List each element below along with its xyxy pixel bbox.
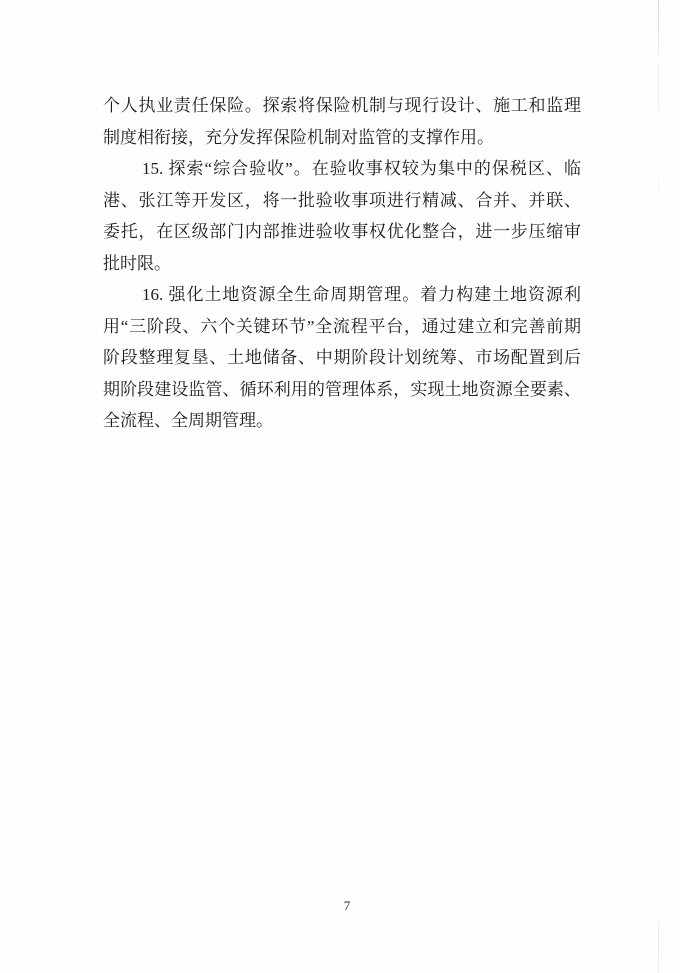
text-line: 用“三阶段、六个关键环节”全流程平台，通过建立和完善前期	[103, 316, 581, 336]
text-line: 阶段整理复垦、土地储备、中期阶段计划统筹、市场配置到后	[103, 348, 581, 367]
text-line: 16. 强化土地资源全生命周期管理。着力构建土地资源利	[142, 285, 581, 304]
scan-edge-artifact	[658, 0, 659, 973]
text-line: 全流程、全周期管理。	[103, 411, 273, 430]
text-line: 期阶段建设监管、循环利用的管理体系，实现土地资源全要素、	[103, 379, 581, 399]
text-line: 制度相衔接，充分发挥保险机制对监管的支撑作用。	[103, 127, 494, 147]
text-line: 个人执业责任保险。探索将保险机制与现行设计、施工和监理	[103, 96, 581, 115]
document-body	[103, 90, 581, 437]
page-number: 7	[343, 898, 351, 913]
text-line: 批时限。	[103, 253, 171, 273]
text-line: 港、张江等开发区，将一批验收事项进行精减、合并、并联、	[103, 190, 581, 210]
text-line: 委托，在区级部门内部推进验收事权优化整合，进一步压缩审	[103, 222, 581, 241]
text-line: 15. 探索“综合验收”。在验收事权较为集中的保税区、临	[142, 159, 581, 178]
